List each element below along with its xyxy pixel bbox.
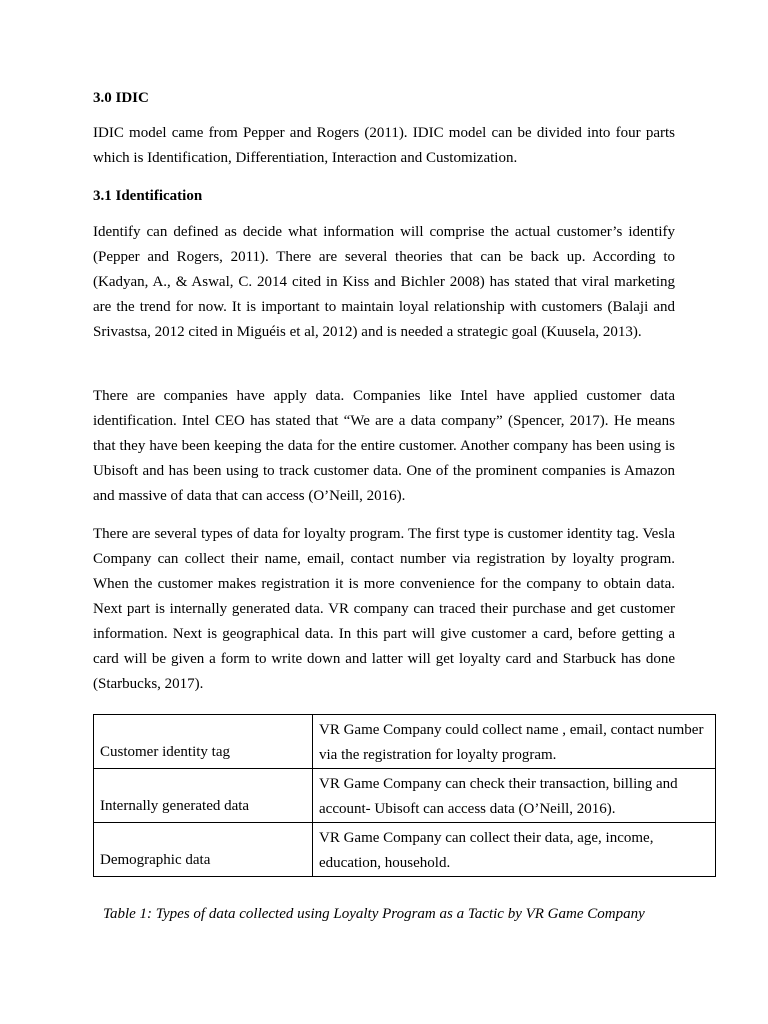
section-heading-identification: 3.1 Identification xyxy=(93,188,203,204)
table-cell-label: Demographic data xyxy=(94,823,313,877)
table-cell-description: VR Game Company can check their transaction, billing and account- Ubisoft can access data (O’Neill, 2016). xyxy=(313,769,716,823)
identification-paragraph-data-types: There are several types of data for loyalty program. The first type is customer identity tag. Vesla Company can collect their name, email, contact number via registration by loyalty program. When the customer makes registration it is more convenience for the company to obtain data. Next part is internally generated data. VR company can traced their purchase and get customer information. Next is geographical data. In this part will give customer a card, before getting a card will be given a form to write down and latter will get loyalty card and Starbuck has done (Starbucks, 2017). xyxy=(93,526,675,692)
identification-paragraph-companies: There are companies have apply data. Companies like Intel have applied customer data identification. Intel CEO has stated that “We are a data company” (Spencer, 2017). He means that they have been keeping the data for the entire customer. Another company has been using is Ubisoft and has been using to track customer data. One of the prominent companies is Amazon and massive of data that can access (O’Neill, 2016). xyxy=(93,388,675,504)
table-row xyxy=(94,715,716,769)
identification-paragraph-definition: Identify can defined as decide what information will comprise the actual customer’s identify (Pepper and Rogers, 2011). There are several theories that can be back up. According to (Kadyan, A., & Aswal, C. 2014 cited in Kiss and Bichler 2008) has stated that viral marketing are the trend for now. It is important to maintain loyal relationship with customers (Balaji and Srivastsa, 2012 cited in Miguéis et al, 2012) and is needed a strategic goal (Kuusela, 2013). xyxy=(93,224,675,340)
table-cell-description: VR Game Company could collect name , email, contact number via the registration for loyalty program. xyxy=(313,715,716,769)
table-cell-label: Customer identity tag xyxy=(94,715,313,769)
table-row xyxy=(94,823,716,877)
table-row xyxy=(94,769,716,823)
table-cell-description: VR Game Company can collect their data, age, income, education, household. xyxy=(313,823,716,877)
section-heading-idic: 3.0 IDIC xyxy=(93,90,149,106)
table-caption: Table 1: Types of data collected using Loyalty Program as a Tactic by VR Game Company xyxy=(103,906,645,922)
idic-intro-paragraph: IDIC model came from Pepper and Rogers (2011). IDIC model can be divided into four parts which is Identification, Differentiation, Interaction and Customization. xyxy=(93,125,675,166)
data-types-table xyxy=(93,714,716,877)
table-cell-label: Internally generated data xyxy=(94,769,313,823)
